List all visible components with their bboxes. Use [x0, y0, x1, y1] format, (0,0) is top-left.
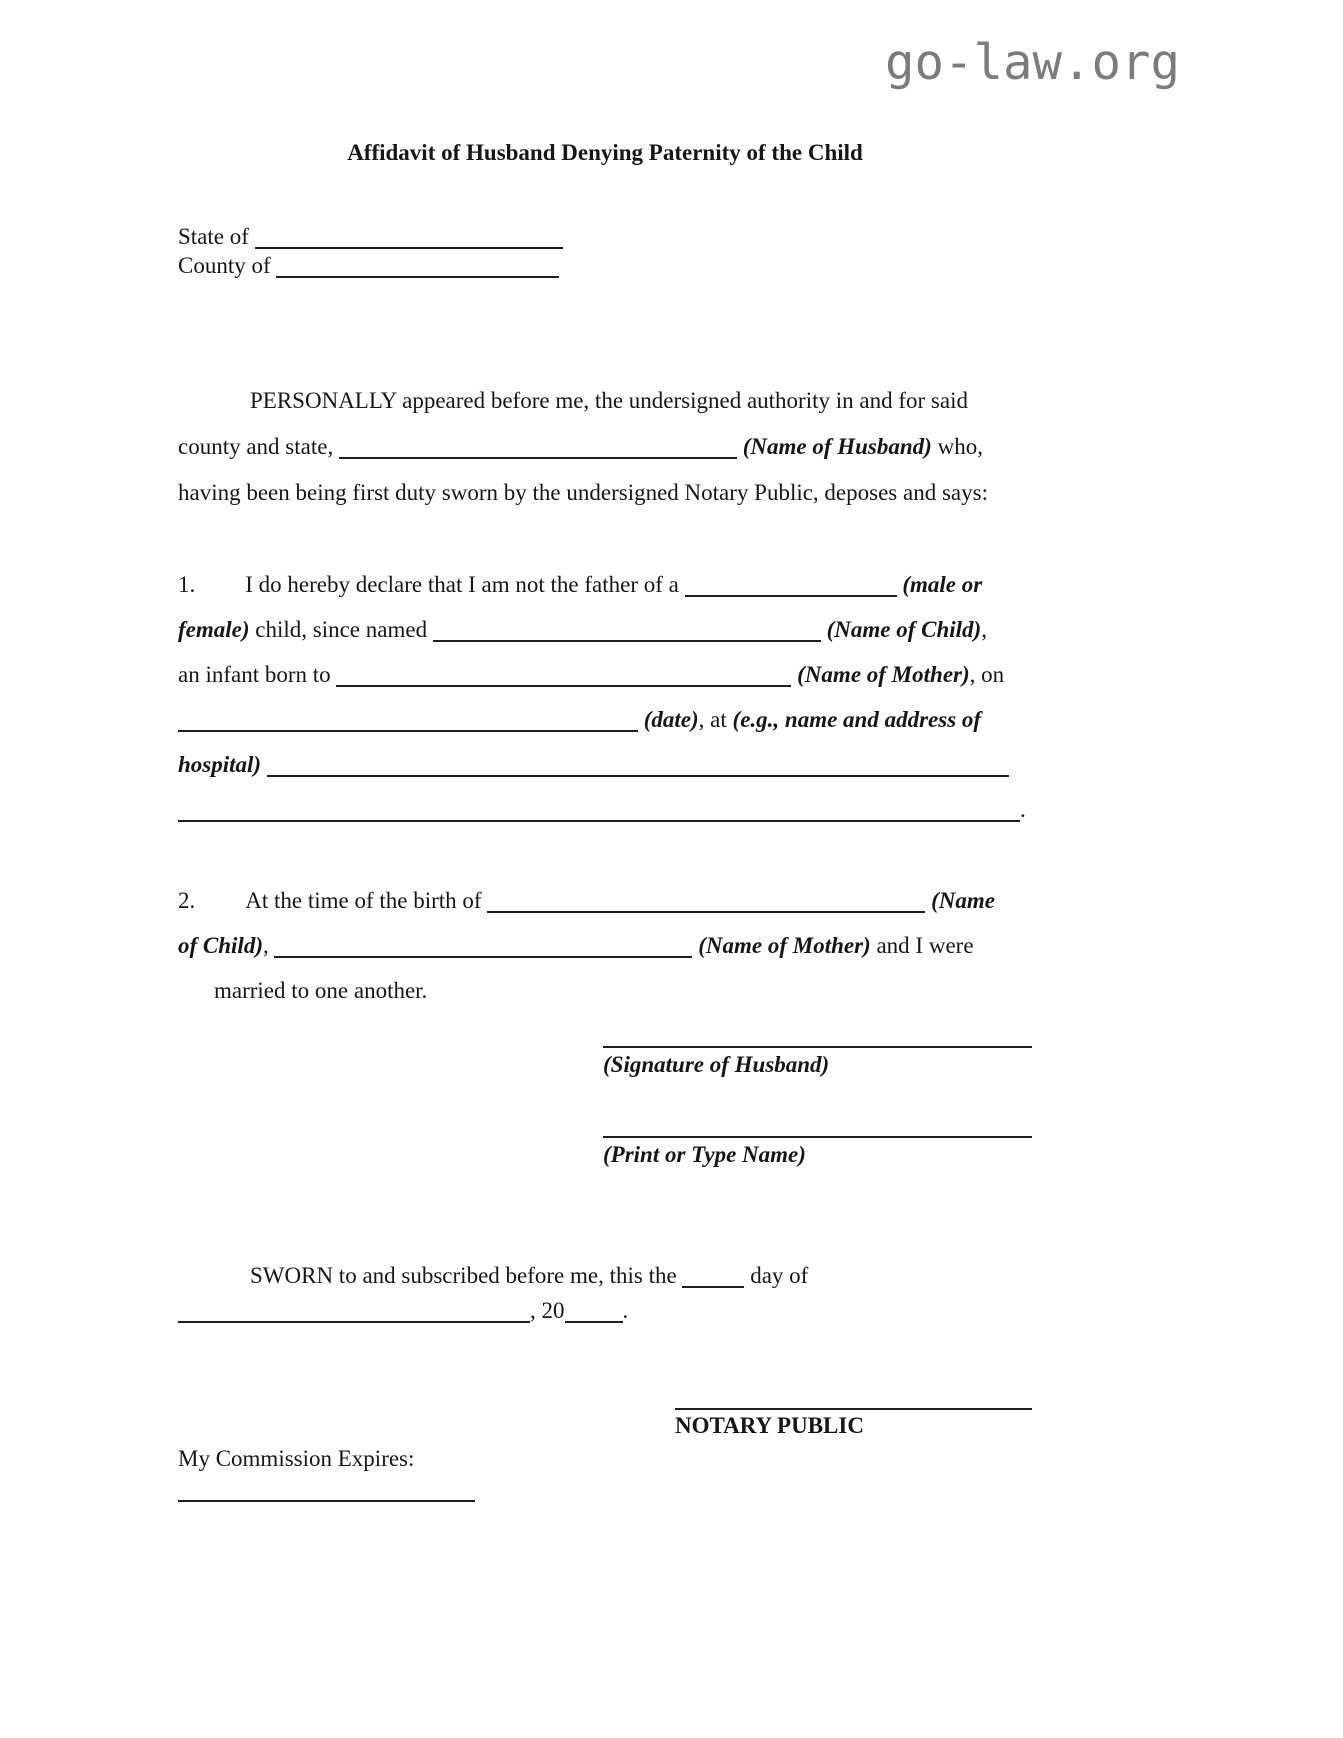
emphasized-text-run: (Name of Mother) [797, 662, 970, 687]
text-run: 2. [178, 888, 196, 913]
text-run: , on [969, 662, 1005, 687]
text-run: SWORN to and subscribed before me, this the [250, 1263, 683, 1288]
notary-signature-line [675, 1408, 1032, 1410]
text-line [178, 923, 1038, 968]
blank-fill-in-line [339, 434, 737, 459]
text-line [178, 1293, 1038, 1328]
sworn-paragraph [178, 1258, 1038, 1328]
opening-paragraph [178, 378, 1032, 516]
text-run: having been being first duty sworn by the undersigned Notary Public, deposes and says: [178, 480, 988, 505]
text-run: I do hereby declare that I am not the father of a [245, 572, 685, 597]
commission-expires-line [178, 1500, 475, 1502]
emphasized-text-run: of Child) [178, 933, 263, 958]
blank-fill-in-line [267, 752, 1009, 777]
emphasized-text-run: female) [178, 617, 250, 642]
text-line [178, 652, 1038, 697]
text-run: , [981, 617, 987, 642]
blank-fill-in-line [255, 224, 563, 249]
text-run: an infant born to [178, 662, 337, 687]
text-run: PERSONALLY appeared before me, the undersigned authority in and for said [250, 388, 968, 413]
emphasized-text-run: hospital) [178, 752, 262, 777]
text-line [178, 787, 1038, 832]
text-run: married to one another. [214, 978, 428, 1003]
emphasized-text-run: (date) [643, 707, 699, 732]
emphasized-text-run: (Name of Mother) [698, 933, 871, 958]
commission-expires-label: My Commission Expires: [178, 1446, 415, 1471]
emphasized-text-run: (Name [931, 888, 995, 913]
blank-fill-in-line [178, 797, 1020, 822]
husband-signature-caption: (Signature of Husband) [603, 1052, 830, 1077]
text-line [178, 1258, 1038, 1293]
text-line [178, 562, 1038, 607]
text-line [178, 470, 1032, 516]
item-2-paragraph [178, 878, 1038, 1013]
text-run: At the time of the birth of [245, 888, 488, 913]
text-line [178, 697, 1038, 742]
notary-public-caption: NOTARY PUBLIC [675, 1413, 864, 1438]
text-run: . [1020, 797, 1026, 822]
text-line [178, 424, 1032, 470]
text-run: State of [178, 224, 255, 249]
text-run: County of [178, 253, 277, 278]
text-line [178, 378, 1032, 424]
husband-signature-line [603, 1046, 1032, 1048]
text-run: , at [698, 707, 733, 732]
text-run: , 20 [530, 1298, 565, 1323]
text-run: 1. [178, 572, 196, 597]
document-title: Affidavit of Husband Denying Paternity of the Child [347, 140, 863, 165]
text-line [178, 251, 1032, 280]
blank-fill-in-line [565, 1298, 623, 1323]
text-line [178, 607, 1038, 652]
blank-fill-in-line [274, 933, 692, 958]
blank-fill-in-line [276, 253, 559, 278]
blank-fill-in-line [178, 707, 638, 732]
blank-fill-in-line [487, 888, 925, 913]
text-run: day of [744, 1263, 809, 1288]
text-line [178, 968, 1038, 1013]
emphasized-text-run: (e.g., name and address of [732, 707, 982, 732]
text-run: who, [931, 434, 983, 459]
text-line [178, 878, 1038, 923]
print-name-caption: (Print or Type Name) [603, 1142, 806, 1167]
blank-fill-in-line [178, 1298, 530, 1323]
jurisdiction-block [178, 222, 1032, 280]
text-run: child, since named [249, 617, 433, 642]
text-line [178, 742, 1038, 787]
blank-fill-in-line [682, 1263, 744, 1288]
emphasized-text-run: (Name of Husband) [742, 434, 932, 459]
item-1-paragraph [178, 562, 1038, 832]
text-line [178, 222, 1032, 251]
blank-fill-in-line [685, 572, 897, 597]
text-run: , [262, 933, 275, 958]
blank-fill-in-line [433, 617, 821, 642]
brand-logo: go-law.org [884, 34, 1180, 91]
emphasized-text-run: (male or [902, 572, 983, 597]
emphasized-text-run: (Name of Child) [826, 617, 982, 642]
text-run: and I were [870, 933, 974, 958]
text-run: . [622, 1298, 629, 1323]
blank-fill-in-line [336, 662, 791, 687]
print-name-line [603, 1136, 1032, 1138]
text-run: county and state, [178, 434, 339, 459]
